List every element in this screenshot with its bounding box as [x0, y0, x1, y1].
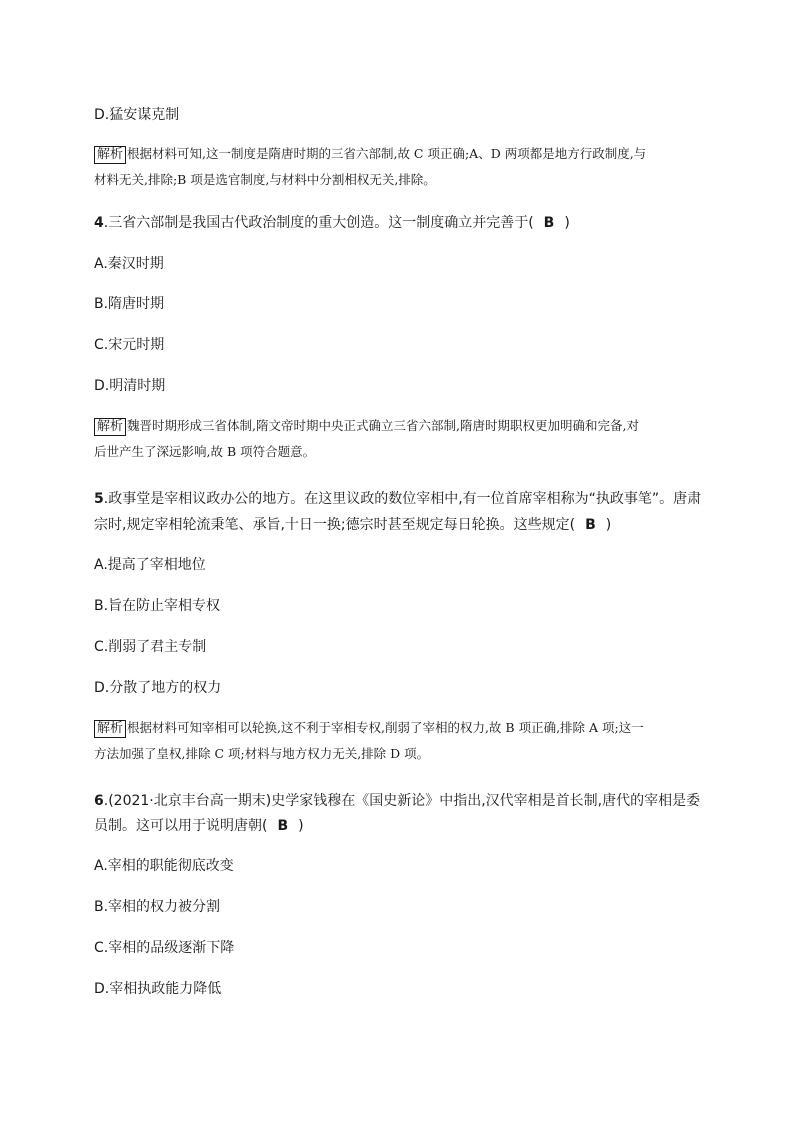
answer: B [585, 517, 596, 533]
q5-explanation-line2: 方法加强了皇权,排除 C 项;材料与地方权力无关,排除 D 项。 [94, 746, 430, 761]
q5-option-d: D.分散了地方的权力 [94, 680, 222, 696]
q5-option-b: B.旨在防止宰相专权 [94, 598, 221, 614]
q3-explanation-line1: 解析 根据材料可知,这一制度是隋唐时期的三省六部制,故 C 项正确;A、D 两项都是地方行政制度,与 [94, 144, 646, 164]
q6-option-b: B.宰相的权力被分割 [94, 899, 221, 915]
q5-explanation-line1: 解析 根据材料可知宰相可以轮换,这不利于宰相专权,削弱了宰相的权力,故 B 项正确,排除 A 项;这一 [94, 718, 644, 738]
q3-explanation-line2: 材料无关,排除;B 项是选官制度,与材料中分割相权无关,排除。 [94, 172, 436, 187]
q5-option-a: A.提高了宰相地位 [94, 557, 206, 573]
explanation-tag: 解析 [94, 720, 126, 738]
explanation-tag: 解析 [94, 418, 126, 436]
explanation-tag: 解析 [94, 146, 126, 164]
q6-option-c: C.宰相的品级逐渐下降 [94, 940, 235, 956]
q3-option-d: D.猛安谋克制 [94, 107, 180, 123]
question-6-line2: 员制。这可以用于说明唐朝( B ) [94, 818, 304, 834]
question-6-line1: 6.(2021·北京丰台高一期末)史学家钱穆在《国史新论》中指出,汉代宰相是首长制,唐代的宰相是委 [94, 793, 701, 809]
q4-explanation-line2: 后世产生了深远影响,故 B 项符合题意。 [94, 444, 316, 459]
question-number: 5 [94, 491, 104, 507]
answer: B [277, 818, 289, 834]
q6-option-a: A.宰相的职能彻底改变 [94, 858, 234, 874]
q4-option-b: B.隋唐时期 [94, 296, 165, 312]
q4-option-c: C.宋元时期 [94, 337, 165, 353]
q6-option-d: D.宰相执政能力降低 [94, 981, 222, 997]
q4-option-d: D.明清时期 [94, 378, 166, 394]
question-5-line1: 5.政事堂是宰相议政办公的地方。在这里议政的数位宰相中,有一位首席宰相称为“执政事笔”。唐肃 [94, 491, 702, 507]
question-5-line2: 宗时,规定宰相轮流秉笔、承旨,十日一换;德宗时甚至规定每日轮换。这些规定( B ) [94, 517, 612, 533]
question-4: 4.三省六部制是我国古代政治制度的重大创造。这一制度确立并完善于( B ) [94, 215, 570, 231]
answer: B [543, 215, 555, 231]
q4-explanation-line1: 解析 魏晋时期形成三省体制,隋文帝时期中央正式确立三省六部制,隋唐时期职权更加明确和完备,对 [94, 416, 639, 436]
question-number: 6 [94, 793, 104, 809]
q4-option-a: A.秦汉时期 [94, 256, 164, 272]
question-number: 4 [94, 215, 104, 231]
q5-option-c: C.削弱了君主专制 [94, 639, 207, 655]
